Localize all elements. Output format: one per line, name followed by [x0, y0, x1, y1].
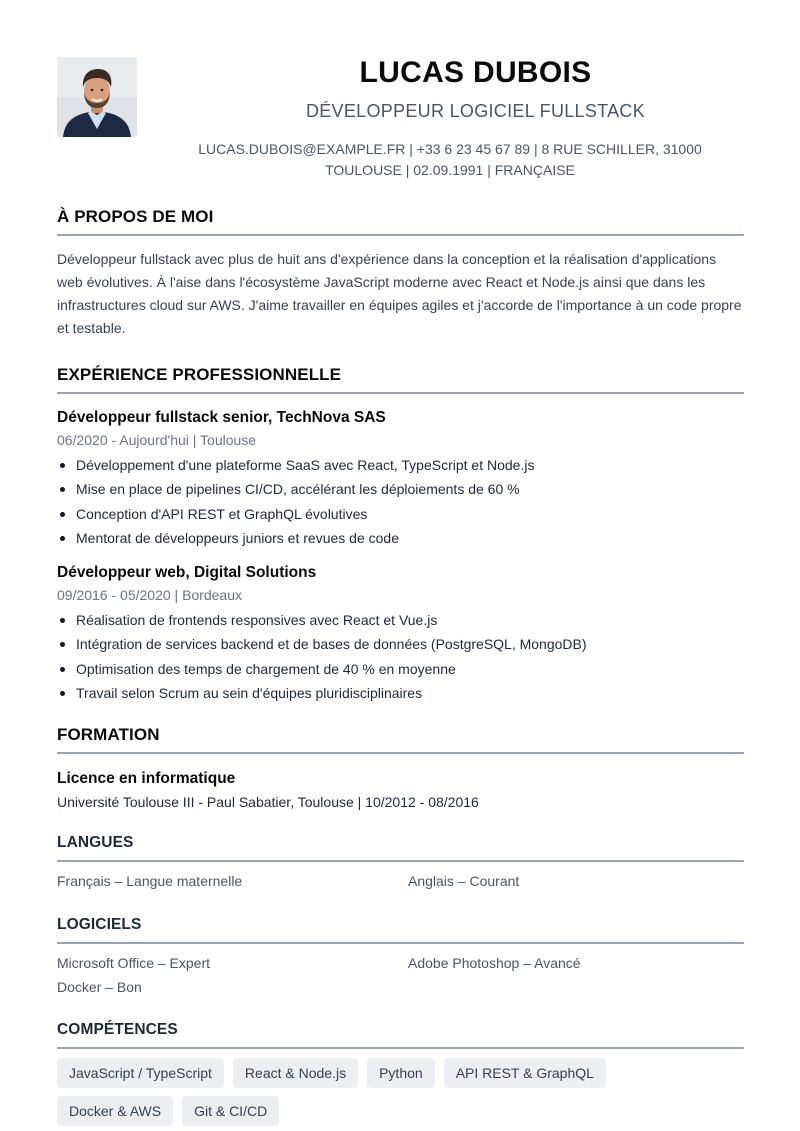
job-bullet: Conception d'API REST et GraphQL évolutives: [76, 502, 744, 526]
skills-heading: COMPÉTENCES: [57, 1021, 744, 1049]
contact-line-1: LUCAS.DUBOIS@EXAMPLE.FR | +33 6 23 45 67 89 | 8 RUE SCHILLER, 31000: [198, 141, 702, 157]
software-item: Microsoft Office – Expert: [57, 955, 211, 971]
language-item: Anglais – Courant: [408, 873, 520, 889]
software-item: Docker – Bon: [57, 979, 142, 995]
skills-tag-list: [57, 1058, 657, 1126]
degree-meta: Université Toulouse III - Paul Sabatier, Toulouse | 10/2012 - 08/2016: [57, 794, 479, 810]
job-bullet: Mise en place de pipelines CI/CD, accélérant les déploiements de 60 %: [76, 477, 744, 501]
languages-section: [57, 834, 744, 891]
contact-line-2: TOULOUSE | 02.09.1991 | FRANÇAISE: [325, 162, 575, 178]
job-entry-title: Développeur fullstack senior, TechNova SAS: [57, 409, 386, 426]
software-item: Adobe Photoshop – Avancé: [408, 955, 581, 971]
skill-tag: JavaScript / TypeScript: [57, 1058, 224, 1088]
about-text: Développeur fullstack avec plus de huit ans d'expérience dans la conception et la réalisation d'applications web évolutives. À l'aise dans l'écosystème JavaScript moderne avec React et Node.js ainsi que dans les infrastructures cloud sur AWS. J'aime travailler en équipes agiles et j'accorde de l'importance à un code propre et testable.: [57, 251, 742, 336]
about-section: [57, 207, 744, 340]
languages-list: [57, 871, 744, 891]
job-entry: [57, 408, 744, 550]
about-heading: À PROPOS DE MOI: [57, 207, 744, 236]
contact-info: [175, 139, 725, 181]
skill-tag: API REST & GraphQL: [444, 1058, 606, 1088]
skill-tag: Python: [367, 1058, 435, 1088]
job-bullet: Intégration de services backend et de bases de données (PostgreSQL, MongoDB): [76, 632, 744, 656]
job-bullet: Mentorat de développeurs juniors et revues de code: [76, 526, 744, 550]
job-entry-meta: 06/2020 - Aujourd'hui | Toulouse: [57, 432, 257, 448]
job-bullet-list: [57, 608, 744, 705]
software-list: [57, 953, 744, 997]
formation-heading: FORMATION: [57, 725, 744, 754]
job-title: DÉVELOPPEUR LOGICIEL FULLSTACK: [305, 101, 646, 121]
experience-section: [57, 365, 744, 705]
software-heading: LOGICIELS: [57, 916, 744, 944]
job-entry-meta: 09/2016 - 05/2020 | Bordeaux: [57, 587, 243, 604]
skills-section: [57, 1021, 744, 1126]
job-bullet-list: [57, 453, 744, 550]
job-bullet: Travail selon Scrum au sein d'équipes pluridisciplinaires: [76, 681, 744, 705]
language-item: Français – Langue maternelle: [57, 873, 243, 889]
degree-title: Licence en informatique: [57, 770, 236, 787]
job-bullet: Optimisation des temps de chargement de 40 % en moyenne: [76, 657, 744, 681]
resume-page: [57, 0, 744, 1119]
candidate-name: LUCAS DUBOIS: [359, 56, 592, 89]
languages-heading: LANGUES: [57, 834, 744, 862]
software-section: [57, 916, 744, 997]
job-bullet: Développement d'une plateforme SaaS avec React, TypeScript et Node.js: [76, 453, 744, 477]
resume-header: [57, 0, 744, 200]
formation-section: [57, 725, 744, 812]
job-bullet: Réalisation de frontends responsives avec React et Vue.js: [76, 608, 744, 632]
experience-heading: EXPÉRIENCE PROFESSIONNELLE: [57, 365, 744, 394]
skill-tag: React & Node.js: [233, 1058, 358, 1088]
job-entry-title: Développeur web, Digital Solutions: [57, 564, 317, 582]
skill-tag: Git & CI/CD: [182, 1096, 279, 1126]
job-entry: [57, 563, 744, 705]
skill-tag: Docker & AWS: [57, 1096, 173, 1126]
